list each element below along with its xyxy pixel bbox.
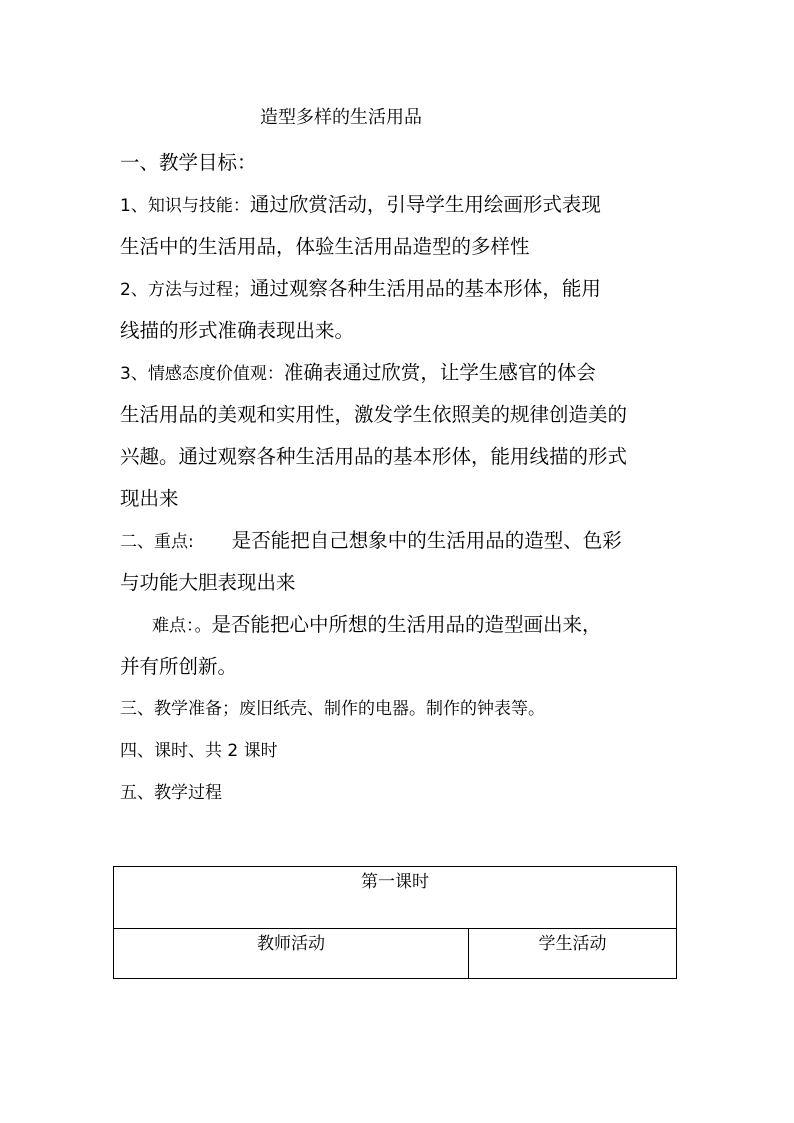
section2-line2: 与功能大胆表现出来 [120, 571, 296, 594]
goal1-line2: 生活中的生活用品，体验生活用品造型的多样性 [120, 235, 530, 258]
table-header-row [114, 867, 677, 929]
lesson-table [113, 866, 677, 979]
goal1-label: 1、知识与技能： [120, 196, 250, 216]
document-title: 造型多样的生活用品 [260, 107, 422, 128]
table-header-cell: 第一课时 [114, 867, 677, 929]
section1-heading: 一、教学目标： [120, 151, 257, 174]
difficulty-line1 [120, 604, 680, 646]
document-body [120, 142, 680, 814]
section3-preparation: 三、教学准备；废旧纸壳、制作的电器。制作的钟表等。 [120, 699, 545, 719]
goal3-label: 3、情感态度价值观： [120, 364, 284, 384]
goal3-line1 [120, 352, 680, 394]
goal2-label: 2、方法与过程； [120, 280, 250, 300]
section5-process: 五、教学过程 [120, 783, 222, 803]
key-point-text1: 是否能把自己想象中的生活用品的造型、色彩 [231, 529, 622, 552]
section4-class-hours: 四、课时、共 2 课时 [120, 741, 278, 761]
goal3-text1: 准确表通过欣赏，让学生感官的体会 [283, 361, 596, 384]
difficulty-label: 难点：。 [152, 616, 212, 636]
difficulty-line2: 并有所创新。 [120, 655, 238, 678]
key-point-label: 二、重点: [120, 532, 194, 552]
section2-line1 [120, 520, 680, 562]
student-activity-header: 学生活动 [469, 929, 677, 979]
goal2-text1: 通过观察各种生活用品的基本形体，能用 [249, 277, 601, 300]
goal2-line2: 线描的形式准确表现出来。 [120, 319, 355, 342]
table-column-row [114, 929, 677, 979]
goal3-line2: 生活用品的美观和实用性，激发学生依照美的规律创造美的 [120, 403, 628, 426]
goal3-line3: 兴趣。通过观察各种生活用品的基本形体，能用线描的形式 [120, 445, 628, 468]
goal1-line1 [120, 184, 680, 226]
goal2-line1 [120, 268, 680, 310]
goal1-text1: 通过欣赏活动，引导学生用绘画形式表现 [249, 193, 601, 216]
difficulty-text1: 是否能把心中所想的生活用品的造型画出来， [211, 613, 602, 636]
goal3-line4: 现出来 [120, 487, 179, 510]
teacher-activity-header: 教师活动 [114, 929, 469, 979]
